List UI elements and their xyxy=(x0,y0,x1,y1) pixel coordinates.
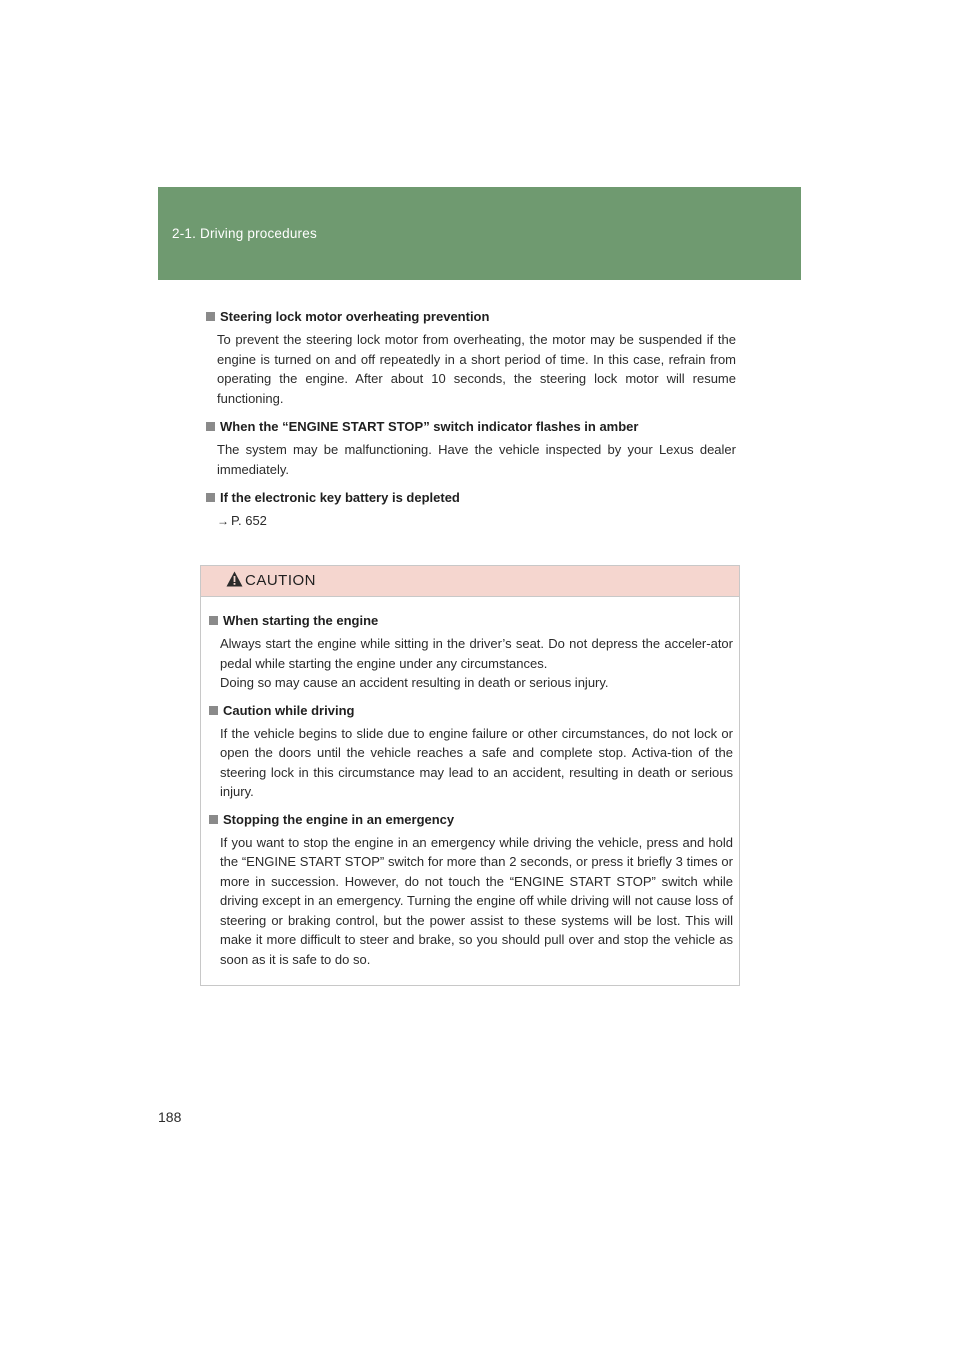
square-bullet-icon xyxy=(206,493,215,502)
caution-header xyxy=(201,566,739,597)
info-item-switch-indicator xyxy=(204,417,736,479)
info-item-steering-lock xyxy=(204,307,736,408)
caution-item-while-driving xyxy=(207,701,733,802)
item-heading xyxy=(204,417,736,437)
item-heading xyxy=(207,611,733,631)
page-reference-text[interactable]: P. 652 xyxy=(231,513,267,528)
item-body-paragraph: Doing so may cause an accident resulting in death or serious injury. xyxy=(220,675,609,690)
item-heading-text: Caution while driving xyxy=(223,702,355,718)
item-heading-text: Stopping the engine in an emergency xyxy=(223,811,455,827)
square-bullet-icon xyxy=(209,616,218,625)
item-body-paragraph: Always start the engine while sitting in the driver’s seat. Do not depress the acceler-ator pedal while starting the engine under any circumstances. xyxy=(220,636,733,671)
page-number: 188 xyxy=(158,1109,182,1125)
item-heading-text: If the electronic key battery is depleted xyxy=(220,490,460,505)
square-bullet-icon xyxy=(209,815,218,824)
item-body: If the vehicle begins to slide due to engine failure or other circumstances, do not lock or open the doors until the vehicle reaches a safe and complete stop. Activa-tion of the steering lock in this circumstance may lead to an accident, resulting in death or serious injury. xyxy=(220,725,733,799)
section-title: 2-1. Driving procedures xyxy=(172,226,317,241)
info-item-key-battery xyxy=(204,488,736,532)
warning-triangle-icon xyxy=(226,571,243,587)
item-body: The system may be malfunctioning. Have the vehicle inspected by your Lexus dealer immediately. xyxy=(217,442,736,477)
caution-item-emergency-stop xyxy=(207,810,733,970)
item-body: To prevent the steering lock motor from overheating, the motor may be suspended if the engine is turned on and off repeatedly in a short period of time. In this case, refrain from operating the engine. After about 10 seconds, the steering lock motor will resume functioning. xyxy=(217,332,736,406)
item-heading-text: When starting the engine xyxy=(223,613,379,628)
caution-item-starting-engine xyxy=(207,611,733,693)
caution-box xyxy=(200,565,740,986)
item-heading xyxy=(207,701,733,721)
arrow-right-icon: → xyxy=(217,514,229,528)
item-body: If you want to stop the engine in an emergency while driving the vehicle, press and hold the “ENGINE START STOP” switch for more than 2 seconds, or press it briefly 3 times or more in succession. However, do not touch the “ENGINE START STOP” switch while driving except in an emergency. Turning the engine off while driving will not cause loss of steering or braking control, but the power assist to these systems will be lost. This will make it more difficult to steer and brake, so you should pull over and stop the vehicle as soon as it is safe to do so. xyxy=(220,834,733,967)
item-heading xyxy=(207,810,733,830)
page-reference[interactable] xyxy=(204,511,736,532)
item-body xyxy=(207,634,733,693)
square-bullet-icon xyxy=(209,706,218,715)
caution-title: CAUTION xyxy=(245,572,316,589)
caution-body xyxy=(201,597,739,969)
item-heading-text: When the “ENGINE START STOP” switch indicator flashes in amber xyxy=(220,419,639,434)
main-content xyxy=(204,307,736,541)
item-heading xyxy=(204,488,736,508)
item-heading xyxy=(204,307,736,327)
square-bullet-icon xyxy=(206,312,215,321)
item-heading-text: Steering lock motor overheating prevention xyxy=(220,309,490,324)
square-bullet-icon xyxy=(206,422,215,431)
